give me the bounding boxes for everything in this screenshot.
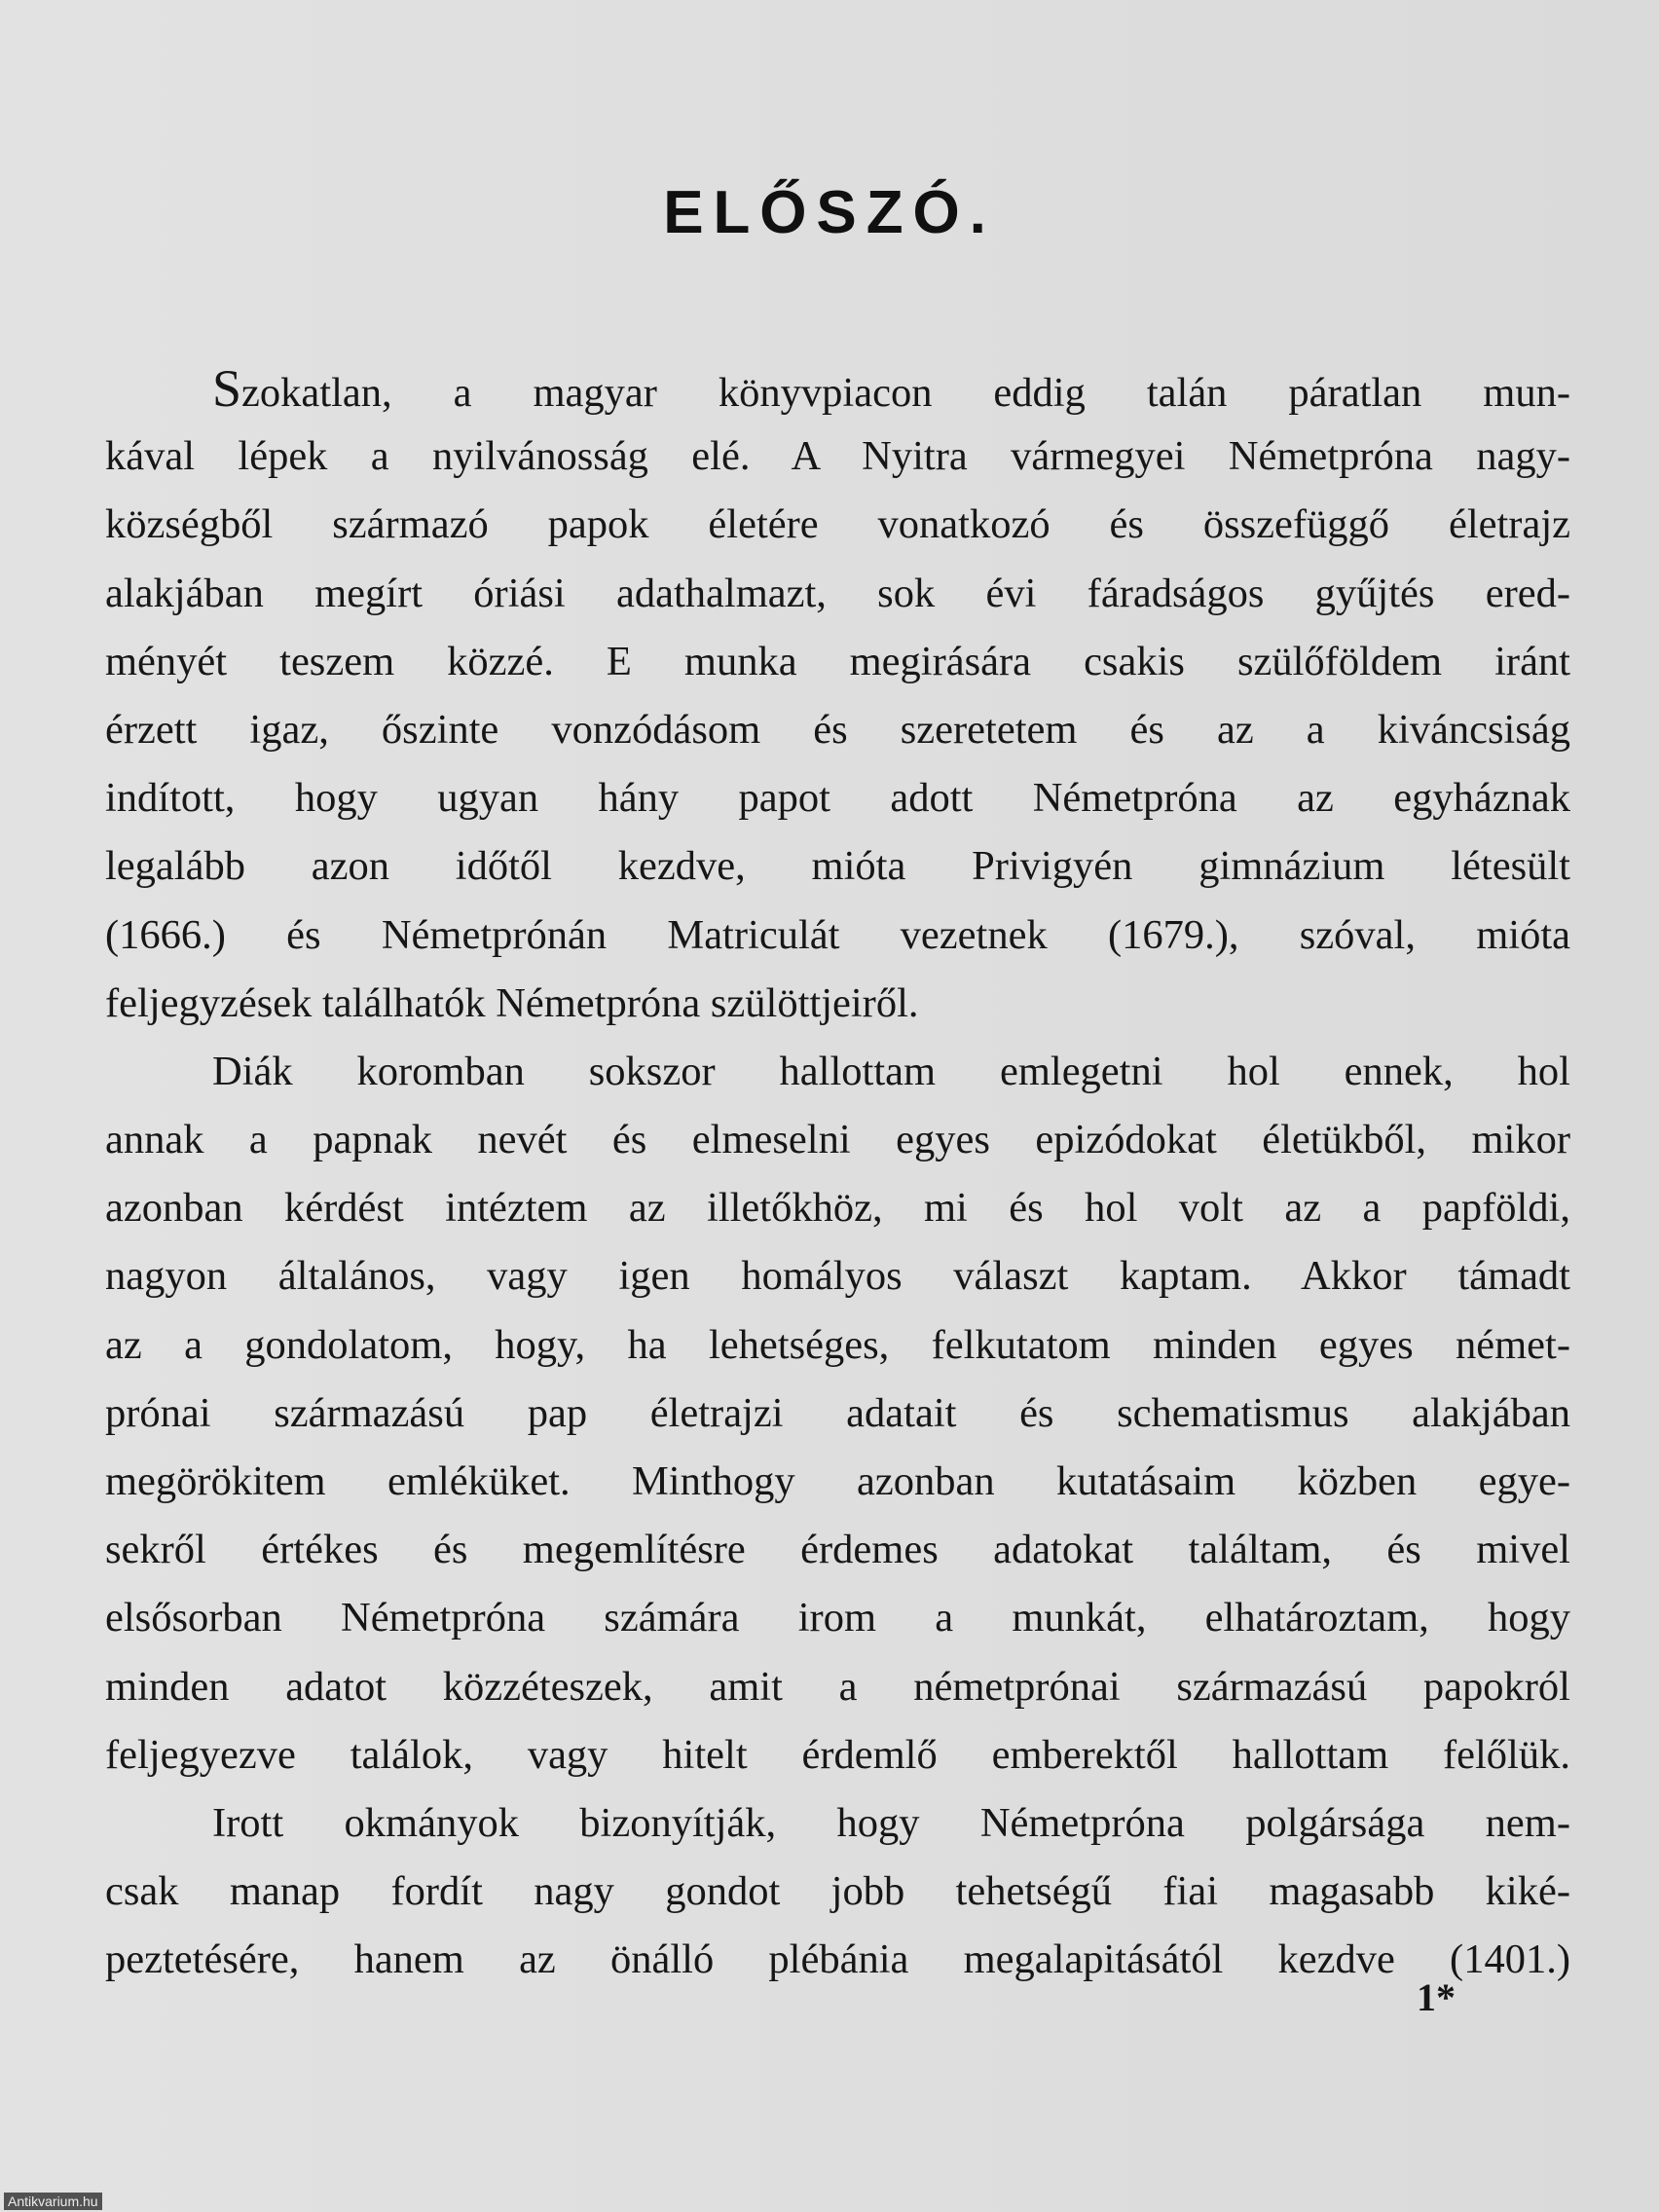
text-line: megörökitem emléküket. Minthogy azonban kutatásaim közben egye- bbox=[105, 1458, 1570, 1504]
text-line: elsősorban Németpróna számára irom a munkát, elhatároztam, hogy bbox=[105, 1595, 1570, 1641]
text-line: csak manap fordít nagy gondot jobb tehetségű fiai magasabb kiké- bbox=[105, 1868, 1570, 1915]
drop-cap: S bbox=[212, 359, 242, 418]
text-line: érzett igaz, őszinte vonzódásom és szeretetem és az a kiváncsiság bbox=[105, 706, 1570, 753]
text-line: indított, hogy ugyan hány papot adott Németpróna az egyháznak bbox=[105, 775, 1570, 822]
text-line: (1666.) és Németprónán Matriculát vezetnek (1679.), szóval, mióta bbox=[105, 911, 1570, 958]
text-line: kával lépek a nyilvánosság elé. A Nyitra vármegyei Németpróna nagy- bbox=[105, 433, 1570, 480]
signature-mark: 1* bbox=[1417, 1975, 1456, 2019]
text-line: feljegyzések találhatók Németpróna szülöttjeiről. bbox=[105, 979, 919, 1026]
text-line: az a gondolatom, hogy, ha lehetséges, felkutatom minden egyes német- bbox=[105, 1321, 1570, 1368]
text-line: azonban kérdést intéztem az illetőkhöz, mi és hol volt az a papföldi, bbox=[105, 1185, 1570, 1232]
text-line: Diák koromban sokszor hallottam emlegetni hol ennek, hol bbox=[212, 1048, 1570, 1094]
text-line: nagyon általános, vagy igen homályos választ kaptam. Akkor támadt bbox=[105, 1253, 1570, 1300]
text-line: prónai származású pap életrajzi adatait és schematismus alakjában bbox=[105, 1389, 1570, 1436]
watermark-logo: Antikvarium.hu bbox=[4, 2193, 102, 2210]
text-line bbox=[105, 354, 1570, 423]
text-line: peztetésére, hanem az önálló plébánia megalapitásától kezdve (1401.) bbox=[105, 1936, 1570, 1983]
text-line: községből származó papok életére vonatkozó és összefüggő életrajz bbox=[105, 501, 1570, 548]
text-line: sekről értékes és megemlítésre érdemes adatokat találtam, és mivel bbox=[105, 1527, 1570, 1573]
text-line: legalább azon időtől kezdve, mióta Privigyén gimnázium létesült bbox=[105, 843, 1570, 890]
text-line-rest: zokatlan, a magyar könyvpiacon eddig talán páratlan mun- bbox=[241, 370, 1570, 416]
text-line: annak a papnak nevét és elmeselni egyes epizódokat életükből, mikor bbox=[105, 1117, 1570, 1163]
text-line: minden adatot közzéteszek, amit a németprónai származású papokról bbox=[105, 1663, 1570, 1710]
body-text bbox=[105, 354, 1570, 1995]
text-line: alakjában megírt óriási adathalmazt, sok évi fáradságos gyűjtés ered- bbox=[105, 570, 1570, 616]
page-title: ELŐSZÓ. bbox=[663, 179, 996, 246]
text-line: feljegyezve találok, vagy hitelt érdemlő emberektől hallottam felőlük. bbox=[105, 1731, 1570, 1778]
text-line: ményét teszem közzé. E munka megirására csakis szülőföldem iránt bbox=[105, 638, 1570, 684]
text-line: Irott okmányok bizonyítják, hogy Németpróna polgársága nem- bbox=[212, 1799, 1570, 1846]
